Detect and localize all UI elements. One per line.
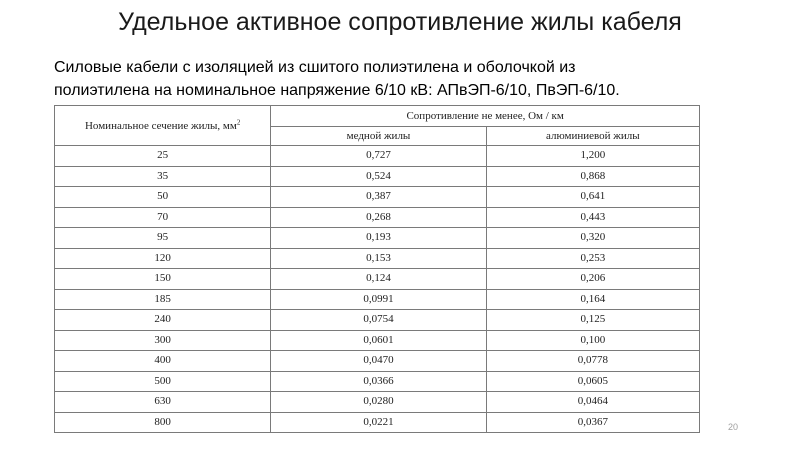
cell-section: 25 [55,146,271,167]
table-header [55,106,700,146]
cell-copper: 0,0221 [271,412,486,433]
table-row [55,207,700,228]
cell-copper: 0,268 [271,207,486,228]
cell-copper: 0,124 [271,269,486,290]
header-aluminum: алюминиевой жилы [486,127,699,146]
cell-copper: 0,193 [271,228,486,249]
cell-copper: 0,0470 [271,351,486,372]
cell-section: 630 [55,392,271,413]
cell-copper: 0,0280 [271,392,486,413]
cell-copper: 0,0991 [271,289,486,310]
table-row [55,269,700,290]
table-row [55,228,700,249]
cell-copper: 0,524 [271,166,486,187]
cell-section: 50 [55,187,271,208]
table-row [55,351,700,372]
cell-section: 35 [55,166,271,187]
table-row [55,310,700,331]
table-row [55,248,700,269]
cell-aluminum: 0,0778 [486,351,699,372]
cell-section: 240 [55,310,271,331]
cell-copper: 0,0366 [271,371,486,392]
resistance-table [54,105,700,433]
cell-copper: 0,0601 [271,330,486,351]
cell-aluminum: 0,0605 [486,371,699,392]
subtitle-line-1: Силовые кабели с изоляцией из сшитого полиэтилена и оболочкой из [54,59,576,76]
cell-aluminum: 0,320 [486,228,699,249]
table-row [55,371,700,392]
header-section: Номинальное сечение жилы, $мм^2$ [55,106,271,146]
cell-copper: 0,0754 [271,310,486,331]
cell-section: 500 [55,371,271,392]
cell-aluminum: 0,206 [486,269,699,290]
header-copper: медной жилы [271,127,486,146]
cell-aluminum: 1,200 [486,146,699,167]
cell-section: 150 [55,269,271,290]
cell-section: 70 [55,207,271,228]
cell-copper: 0,727 [271,146,486,167]
cell-aluminum: 0,443 [486,207,699,228]
table-row [55,187,700,208]
table-row [55,166,700,187]
cell-aluminum: 0,125 [486,310,699,331]
table-row [55,392,700,413]
subtitle-line-2: полиэтилена на номинальное напряжение 6/10 кВ: АПвЭП-6/10, ПвЭП-6/10. [54,82,620,99]
cell-aluminum: 0,0464 [486,392,699,413]
cell-copper: 0,153 [271,248,486,269]
cell-section: 120 [55,248,271,269]
table-row [55,412,700,433]
cell-section: 185 [55,289,271,310]
cell-section: 800 [55,412,271,433]
cell-aluminum: 0,0367 [486,412,699,433]
cell-copper: 0,387 [271,187,486,208]
header-resistance-group: Сопротивление не менее, Ом / км [271,106,700,127]
cell-aluminum: 0,164 [486,289,699,310]
cell-aluminum: 0,253 [486,248,699,269]
cell-section: 400 [55,351,271,372]
slide-subtitle [54,56,754,102]
table-row [55,330,700,351]
slide-number: 20 [727,422,738,432]
table-body [55,146,700,433]
cell-section: 95 [55,228,271,249]
table-row [55,289,700,310]
cell-aluminum: 0,868 [486,166,699,187]
cell-aluminum: 0,641 [486,187,699,208]
cell-aluminum: 0,100 [486,330,699,351]
slide-title: Удельное активное сопротивление жилы кабеля [118,8,682,36]
cell-section: 300 [55,330,271,351]
table-row [55,146,700,167]
